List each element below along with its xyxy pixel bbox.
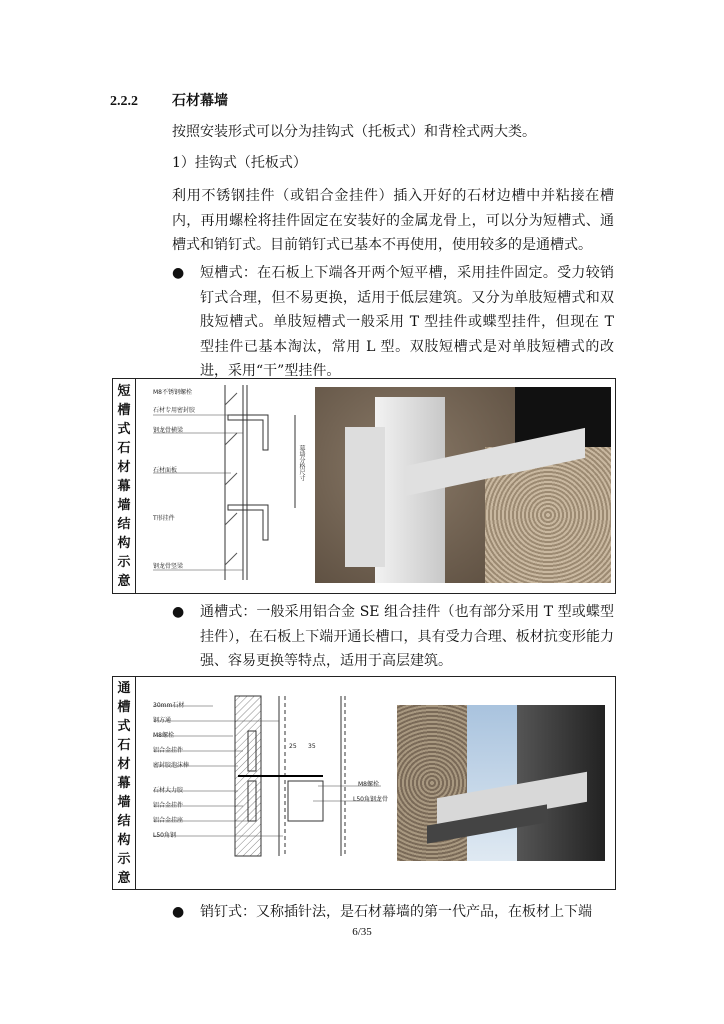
callout-label: 35 xyxy=(308,743,316,750)
bullet-icon: ● xyxy=(172,265,185,281)
callout-label: T形挂件 xyxy=(153,515,175,522)
section-title: 石材幕墙 xyxy=(172,93,228,109)
callout-label: 石材面板 xyxy=(153,467,178,474)
callout-label: 铝合金挂件 xyxy=(153,747,184,754)
bullet-text: 销钉式：又称插针法，是石材幕墙的第一代产品，在板材上下端 xyxy=(200,904,592,920)
figure-label xyxy=(113,379,136,593)
callout-label: 铝合金挂件 xyxy=(153,802,184,809)
label-char: 石 xyxy=(117,440,131,456)
label-char: 槽 xyxy=(117,699,131,715)
callout-label: 30mm石材 xyxy=(153,702,185,709)
label-char: 幕 xyxy=(117,478,131,494)
section-drawing xyxy=(153,691,393,861)
label-char: 示 xyxy=(117,851,131,867)
label-char: 意 xyxy=(117,870,131,886)
figure-label xyxy=(113,677,136,889)
callout-label: L50角钢龙骨 xyxy=(353,796,388,803)
callout-label: M8不锈钢螺栓 xyxy=(153,389,192,396)
label-char: 幕 xyxy=(117,775,131,791)
bullet-through-slot xyxy=(172,600,614,674)
label-char: 墙 xyxy=(117,794,131,810)
paragraph-hook-type: 利用不锈钢挂件（或铝合金挂件）插入开好的石材边槽中并粘接在槽内，再用螺栓将挂件固定在安装好的金属龙骨上，可以分为短槽式、通槽式和销钉式。目前销钉式已基本不再使用，使用较多的是通槽式。 xyxy=(172,188,614,253)
callout-label: 钢龙骨竖梁 xyxy=(153,563,184,570)
label-char: 石 xyxy=(117,737,131,753)
section-drawing xyxy=(153,385,313,585)
bullet-text: 短槽式：在石板上下端各开两个短平槽，采用挂件固定。受力较销钉式合理，但不易更换，适用于低层建筑。又分为单肢短槽式和双肢短槽式。单肢短槽式一般采用 T 型挂件或蝶型挂件，但现在 T 型挂件已基本淘汰，常用 L 型。双肢短槽式是对单肢短槽式的改进，采用“干”型挂件。 xyxy=(200,265,614,379)
label-char: 墙 xyxy=(117,497,131,513)
callout-label: M8螺栓 xyxy=(153,732,174,739)
callout-label: 石材大力胶 xyxy=(153,787,184,794)
label-char: 结 xyxy=(117,813,131,829)
callout-label: 铝合金挂座 xyxy=(153,817,184,824)
label-char: 结 xyxy=(117,516,131,532)
label-char: 式 xyxy=(117,718,131,734)
figure-short-slot xyxy=(112,378,616,594)
subheading-hook-type: 1）挂钩式（托板式） xyxy=(172,155,307,171)
label-char: 通 xyxy=(117,680,131,696)
callout-label: 25 xyxy=(289,743,297,750)
bullet-short-slot xyxy=(172,261,614,384)
label-char: 构 xyxy=(117,535,131,551)
label-char: 构 xyxy=(117,832,131,848)
bullet-icon: ● xyxy=(172,904,185,920)
bracket-photo xyxy=(315,387,611,583)
figure-through-slot xyxy=(112,676,616,890)
intro-paragraph: 按照安装形式可以分为挂钩式（托板式）和背栓式两大类。 xyxy=(172,124,536,140)
label-char: 槽 xyxy=(117,402,131,418)
label-char: 意 xyxy=(117,573,131,589)
bullet-text: 通槽式：一般采用铝合金 SE 组合挂件（也有部分采用 T 型或蝶型挂件），在石板上下端开通长槽口，具有受力合理、板材抗变形能力强、容易更换等特点，适用于高层建筑。 xyxy=(200,604,614,669)
callout-label: L50角钢 xyxy=(153,832,176,839)
callout-label: 幕墙分格尺寸 xyxy=(298,445,305,481)
label-char: 材 xyxy=(117,459,131,475)
label-char: 式 xyxy=(117,421,131,437)
label-char: 短 xyxy=(117,383,131,399)
bullet-icon: ● xyxy=(172,604,185,620)
section-number: 2.2.2 xyxy=(110,94,138,109)
callout-label: 石材专用密封胶 xyxy=(153,407,196,414)
label-char: 示 xyxy=(117,554,131,570)
callout-label: 密封胶泡沫棒 xyxy=(153,762,190,769)
section-heading xyxy=(110,90,228,110)
callout-label: M8螺栓 xyxy=(358,781,379,788)
bullet-pin xyxy=(172,900,614,925)
callout-label: 钢方通 xyxy=(153,717,172,724)
page-number: 6/35 xyxy=(352,926,372,938)
label-char: 材 xyxy=(117,756,131,772)
callout-label: 钢龙骨横梁 xyxy=(153,427,184,434)
bracket-photo xyxy=(397,705,605,861)
